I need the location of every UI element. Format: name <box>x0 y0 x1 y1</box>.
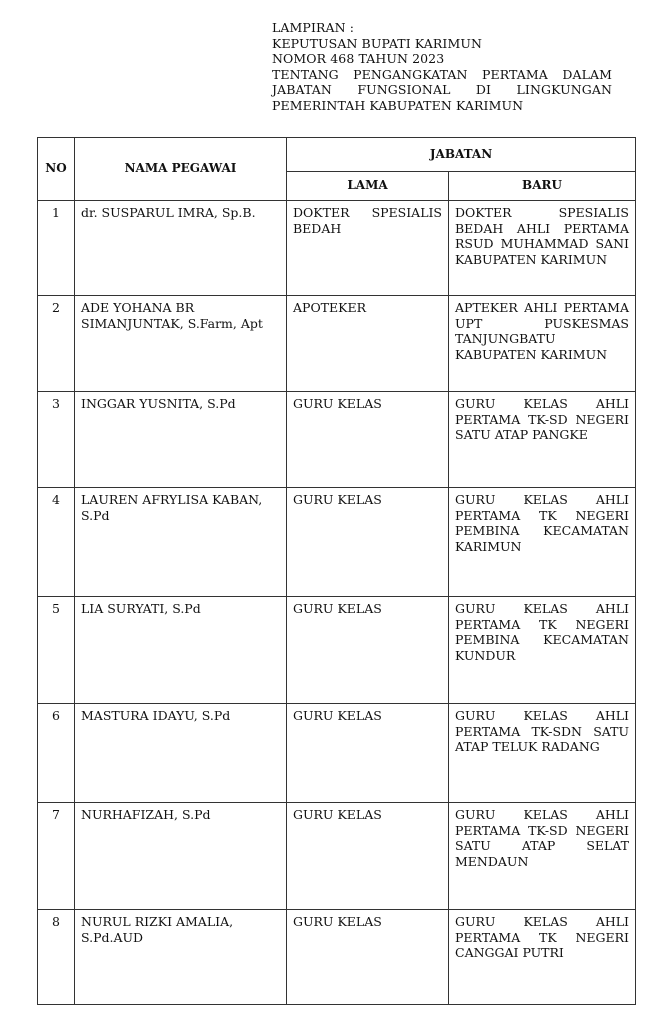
column-header-baru: BARU <box>449 172 636 201</box>
employee-name: MASTURA IDAYU, S.Pd <box>81 708 231 723</box>
table-row <box>38 296 636 392</box>
table-row <box>38 488 636 597</box>
cell-jabatan-baru <box>449 201 636 296</box>
jabatan-baru-line: APTEKER AHLI PERTAMA <box>455 300 629 315</box>
cell-jabatan-baru <box>449 488 636 597</box>
cell-nama <box>75 803 287 910</box>
row-number: 3 <box>52 396 60 411</box>
employee-name: LIA SURYATI, S.Pd <box>81 601 201 616</box>
jabatan-lama-line: GURU KELAS <box>293 396 382 411</box>
jabatan-baru-line: PEMBINA KECAMATAN <box>455 523 629 538</box>
jabatan-lama-text <box>287 803 448 823</box>
table-row <box>38 201 636 296</box>
jabatan-baru-line: PEMBINA KECAMATAN <box>455 632 629 647</box>
jabatan-baru-text <box>449 803 635 869</box>
cell-nama <box>75 704 287 803</box>
header-keputusan: KEPUTUSAN BUPATI KARIMUN <box>272 35 483 51</box>
jabatan-baru-line: UPT PUSKESMAS <box>455 315 629 331</box>
table-row <box>38 704 636 803</box>
table-row <box>38 803 636 910</box>
jabatan-lama-text <box>287 392 448 412</box>
jabatan-lama-line: GURU KELAS <box>293 708 382 723</box>
jabatan-lama-line: GURU KELAS <box>293 807 382 822</box>
table-row <box>38 392 636 488</box>
cell-jabatan-lama <box>287 803 449 910</box>
jabatan-lama-line: DOKTER SPESIALIS <box>293 205 442 220</box>
jabatan-baru-line: PERTAMA TK-SD NEGERI <box>455 411 629 427</box>
jabatan-baru-line: PERTAMA TK NEGERI <box>455 929 629 945</box>
jabatan-baru-line: SATU ATAP PANGKE <box>455 427 588 442</box>
cell-jabatan-lama <box>287 597 449 704</box>
header-pemerintah: PEMERINTAH KABUPATEN KARIMUN <box>272 97 524 113</box>
cell-no <box>38 488 75 597</box>
jabatan-baru-line: GURU KELAS AHLI <box>455 492 629 507</box>
jabatan-lama-text <box>287 201 448 236</box>
cell-jabatan-lama <box>287 910 449 1005</box>
jabatan-baru-text <box>449 910 635 961</box>
jabatan-baru-line: ATAP TELUK RADANG <box>455 739 600 754</box>
jabatan-lama-text <box>287 704 448 724</box>
cell-jabatan-lama <box>287 704 449 803</box>
cell-jabatan-lama <box>287 296 449 392</box>
jabatan-baru-line: PERTAMA TK NEGERI <box>455 616 629 632</box>
cell-no <box>38 597 75 704</box>
document-header <box>272 20 612 113</box>
jabatan-baru-line: KUNDUR <box>455 647 516 663</box>
table-row <box>38 910 636 1005</box>
row-number: 4 <box>52 492 60 507</box>
jabatan-lama-text <box>287 296 448 316</box>
cell-nama <box>75 296 287 392</box>
employee-name: INGGAR YUSNITA, S.Pd <box>81 396 236 411</box>
cell-no <box>38 201 75 296</box>
cell-jabatan-baru <box>449 910 636 1005</box>
employee-name: LAUREN AFRYLISA KABAN, S.Pd <box>81 492 263 523</box>
cell-jabatan-baru <box>449 704 636 803</box>
jabatan-baru-line: MENDAUN <box>455 853 529 869</box>
cell-jabatan-lama <box>287 488 449 597</box>
jabatan-baru-line: KARIMUN <box>455 538 522 554</box>
cell-no <box>38 296 75 392</box>
cell-jabatan-baru <box>449 597 636 704</box>
jabatan-baru-line: PERTAMA TK-SDN SATU <box>455 723 629 739</box>
row-number: 8 <box>52 914 60 929</box>
cell-jabatan-lama <box>287 201 449 296</box>
jabatan-baru-line: PERTAMA TK-SD NEGERI <box>455 822 629 838</box>
jabatan-baru-text <box>449 296 635 362</box>
employee-name: NURUL RIZKI AMALIA, S.Pd.AUD <box>81 914 234 945</box>
jabatan-lama-line: BEDAH <box>293 220 342 236</box>
jabatan-baru-line: GURU KELAS AHLI <box>455 807 629 822</box>
jabatan-lama-line: GURU KELAS <box>293 601 382 616</box>
header-tentang: TENTANG PENGANGKATAN PERTAMA DALAM <box>272 66 612 82</box>
header-lampiran: LAMPIRAN : <box>272 20 355 35</box>
jabatan-baru-line: RSUD MUHAMMAD SANI <box>455 236 629 251</box>
jabatan-baru-line: GURU KELAS AHLI <box>455 914 629 929</box>
jabatan-baru-text <box>449 704 635 755</box>
cell-no <box>38 392 75 488</box>
jabatan-baru-line: TANJUNGBATU <box>455 331 556 346</box>
column-header-jabatan: JABATAN <box>287 138 636 172</box>
jabatan-lama-line: APOTEKER <box>293 300 367 315</box>
table-row <box>38 597 636 704</box>
cell-no <box>38 704 75 803</box>
cell-jabatan-lama <box>287 392 449 488</box>
cell-no <box>38 803 75 910</box>
row-number: 7 <box>52 807 60 822</box>
jabatan-baru-line: BEDAH AHLI PERTAMA <box>455 220 629 236</box>
cell-nama <box>75 392 287 488</box>
cell-nama <box>75 201 287 296</box>
jabatan-baru-text <box>449 392 635 443</box>
jabatan-baru-line: DOKTER SPESIALIS <box>455 205 629 220</box>
jabatan-baru-line: SATU ATAP SELAT <box>455 838 629 853</box>
employee-table <box>37 137 636 1005</box>
jabatan-baru-line: GURU KELAS AHLI <box>455 601 629 616</box>
header-nomor: NOMOR 468 TAHUN 2023 <box>272 51 445 66</box>
cell-jabatan-baru <box>449 296 636 392</box>
cell-no <box>38 910 75 1005</box>
header-jabatan-fungsional: JABATAN FUNGSIONAL DI LINGKUNGAN <box>272 82 612 97</box>
jabatan-baru-line: CANGGAI PUTRI <box>455 945 564 960</box>
jabatan-lama-text <box>287 597 448 617</box>
jabatan-lama-line: GURU KELAS <box>293 492 382 507</box>
jabatan-baru-line: KABUPATEN KARIMUN <box>455 251 608 267</box>
row-number: 6 <box>52 708 60 723</box>
jabatan-lama-line: GURU KELAS <box>293 914 382 929</box>
row-number: 5 <box>52 601 60 616</box>
column-header-lama: LAMA <box>287 172 449 201</box>
jabatan-lama-text <box>287 910 448 930</box>
jabatan-baru-line: PERTAMA TK NEGERI <box>455 507 629 523</box>
employee-name: dr. SUSPARUL IMRA, Sp.B. <box>81 205 256 220</box>
row-number: 1 <box>52 205 60 220</box>
jabatan-baru-text <box>449 201 635 267</box>
cell-jabatan-baru <box>449 803 636 910</box>
column-header-no: NO <box>38 138 75 201</box>
jabatan-baru-text <box>449 597 635 663</box>
cell-jabatan-baru <box>449 392 636 488</box>
row-number: 2 <box>52 300 60 315</box>
cell-nama <box>75 910 287 1005</box>
column-header-nama-pegawai: NAMA PEGAWAI <box>75 138 287 201</box>
employee-name: NURHAFIZAH, S.Pd <box>81 807 211 822</box>
jabatan-baru-line: GURU KELAS AHLI <box>455 396 629 411</box>
employee-name: ADE YOHANA BR SIMANJUNTAK, S.Farm, Apt <box>81 300 263 331</box>
jabatan-baru-line: GURU KELAS AHLI <box>455 708 629 723</box>
jabatan-baru-line: KABUPATEN KARIMUN <box>455 346 608 362</box>
cell-nama <box>75 488 287 597</box>
jabatan-baru-text <box>449 488 635 554</box>
jabatan-lama-text <box>287 488 448 508</box>
cell-nama <box>75 597 287 704</box>
